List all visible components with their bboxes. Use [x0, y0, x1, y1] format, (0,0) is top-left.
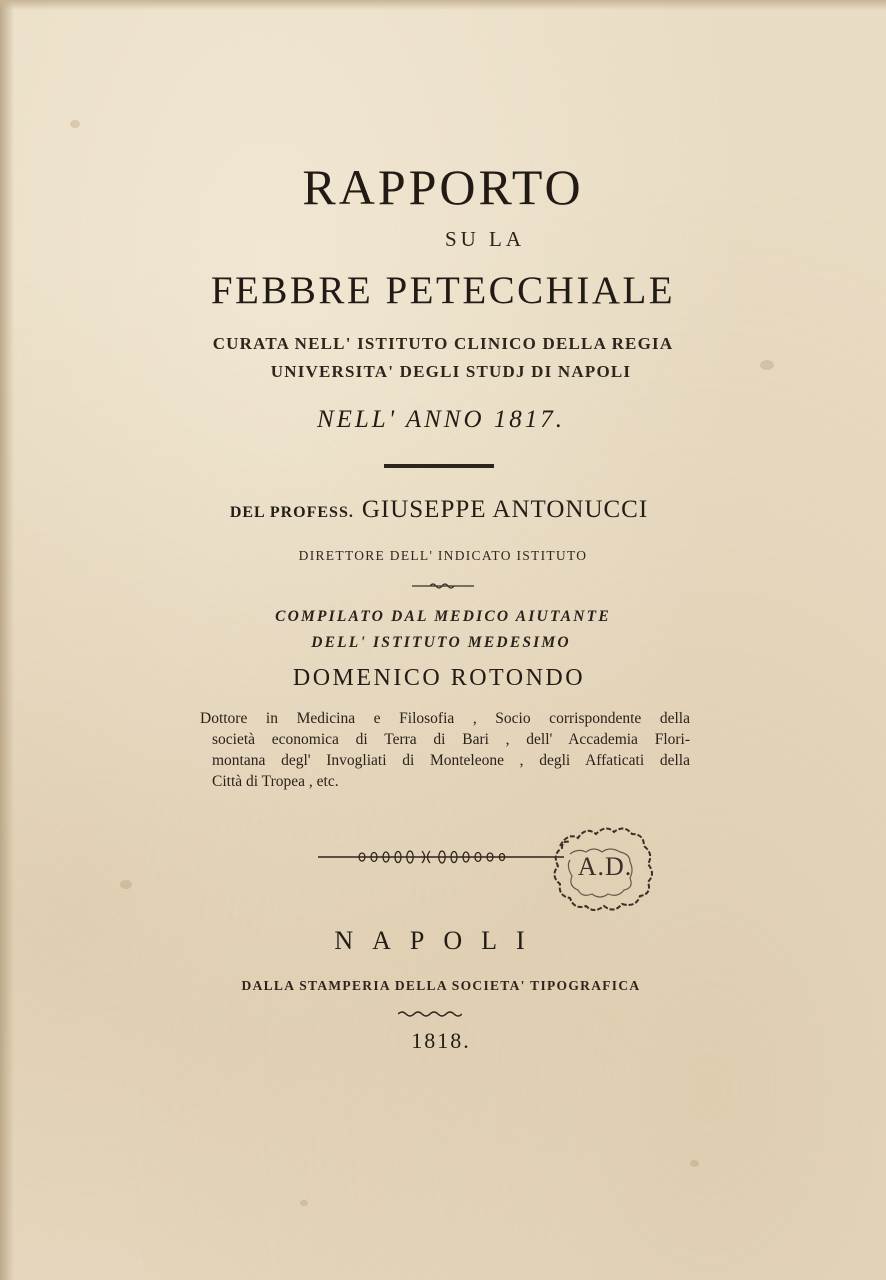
author-prefix: DEL PROFESS.	[229, 504, 354, 521]
small-ornament	[412, 582, 474, 590]
foxing-spot	[70, 120, 80, 128]
author-role: DIRETTORE DELL' INDICATO ISTITUTO	[298, 548, 588, 563]
year-line: NELL' ANNO 1817.	[316, 406, 566, 433]
page-top-shadow	[0, 0, 886, 10]
bio-line: Città di Tropea , etc.	[212, 773, 339, 790]
title-divider	[384, 464, 494, 468]
publication-year: 1818.	[411, 1028, 471, 1053]
author-line	[0, 496, 882, 524]
page-title: RAPPORTO	[302, 159, 584, 215]
foxing-spot	[690, 1160, 699, 1167]
bio-line: società economica di Terra di Bari , dell' Accademia Flori-	[212, 731, 690, 748]
compiled-line-1: COMPILATO DAL MEDICO AIUTANTE	[275, 608, 611, 625]
bio-line: montana degl' Invogliati di Monteleone , degli Affaticati della	[212, 752, 690, 769]
foxing-spot	[300, 1200, 308, 1206]
foxing-spot	[120, 880, 132, 889]
wavy-ornament	[398, 1010, 462, 1018]
library-stamp-label: A.D.	[577, 852, 633, 881]
compiled-line-2: DELL' ISTITUTO MEDESIMO	[311, 634, 571, 651]
compiler-bio	[200, 708, 690, 792]
subtitle-line-1: CURATA NELL' ISTITUTO CLINICO DELLA REGIA	[212, 334, 674, 353]
bio-line: Dottore in Medicina e Filosofia , Socio corrispondente della	[200, 710, 690, 727]
printer-line: DALLA STAMPERIA DELLA SOCIETA' TIPOGRAFICA	[241, 978, 641, 993]
place-of-publication: NAPOLI	[334, 926, 544, 955]
title-connector: SU LA	[444, 227, 526, 251]
ornamental-rule	[318, 848, 564, 866]
author-name: GIUSEPPE ANTONUCCI	[361, 496, 649, 523]
title-subject: FEBBRE PETECCHIALE	[210, 269, 676, 312]
subtitle-line-2: UNIVERSITA' DEGLI STUDJ DI NAPOLI	[270, 362, 632, 381]
compiler-name: DOMENICO ROTONDO	[292, 665, 586, 691]
